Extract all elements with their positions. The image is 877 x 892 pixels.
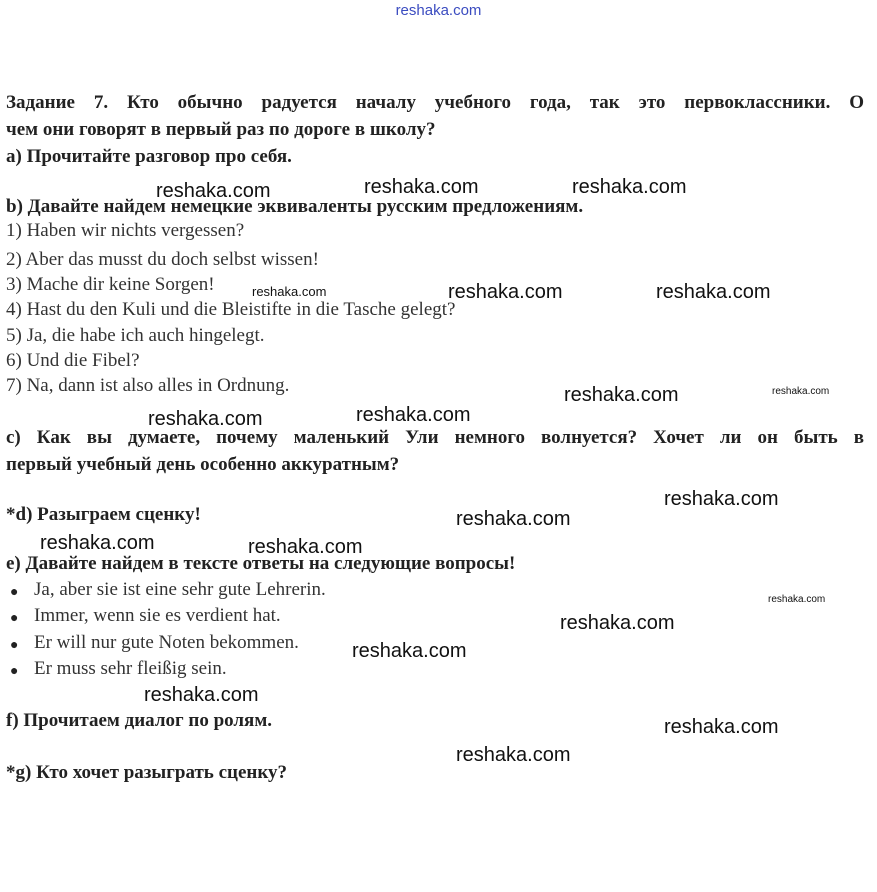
b-item-4: 4) Hast du den Kuli und die Bleistifte in die Tasche gelegt? xyxy=(6,299,456,320)
watermark: reshaka.com xyxy=(352,640,467,662)
task-f: f) Прочитаем диалог по ролям. xyxy=(6,710,273,731)
watermark: reshaka.com xyxy=(560,612,675,634)
bullet-1: ● xyxy=(10,585,19,600)
watermark: reshaka.com xyxy=(248,536,363,558)
watermark: reshaka.com xyxy=(144,684,259,706)
e-item-3: Er will nur gute Noten bekommen. xyxy=(34,632,299,653)
task-e: e) Давайте найдем в тексте ответы на следующие вопросы! xyxy=(6,553,516,574)
task-d: *d) Разыграем сценку! xyxy=(6,504,201,525)
watermark: reshaka.com xyxy=(768,594,826,605)
e-item-1: Ja, aber sie ist eine sehr gute Lehrerin. xyxy=(34,579,326,600)
watermark: reshaka.com xyxy=(572,176,687,198)
watermark: reshaka.com xyxy=(456,508,571,530)
bullet-3: ● xyxy=(10,638,19,653)
b-item-5: 5) Ja, die habe ich auch hingelegt. xyxy=(6,325,265,346)
watermark: reshaka.com xyxy=(364,176,479,198)
watermark: reshaka.com xyxy=(356,404,471,426)
watermark: reshaka.com xyxy=(664,716,779,738)
watermark: reshaka.com xyxy=(772,386,830,397)
task-title-line-2: чем они говорят в первый раз по дороге в школу? xyxy=(6,119,436,140)
watermark: reshaka.com xyxy=(456,744,571,766)
e-item-2: Immer, wenn sie es verdient hat. xyxy=(34,605,281,626)
task-a: a) Прочитайте разговор про себя. xyxy=(6,146,292,167)
site-header-link[interactable]: reshaka.com xyxy=(395,2,482,19)
b-item-1: 1) Haben wir nichts vergessen? xyxy=(6,220,245,241)
task-b: b) Давайте найдем немецкие эквиваленты русским предложениям. xyxy=(6,196,584,217)
watermark: reshaka.com xyxy=(448,281,563,303)
watermark: reshaka.com xyxy=(564,384,679,406)
task-c-line-2: первый учебный день особенно аккуратным? xyxy=(6,454,400,475)
task-g: *g) Кто хочет разыграть сценку? xyxy=(6,762,288,783)
bullet-2: ● xyxy=(10,611,19,626)
watermark: reshaka.com xyxy=(40,532,155,554)
watermark: reshaka.com xyxy=(656,281,771,303)
task-c-line-1: c) Как вы думаете, почему маленький Ули немного волнуется? Хочет ли он быть в xyxy=(6,427,864,448)
b-item-7: 7) Na, dann ist also alles in Ordnung. xyxy=(6,375,290,396)
e-item-4: Er muss sehr fleißig sein. xyxy=(34,658,227,679)
watermark: reshaka.com xyxy=(156,180,271,202)
b-item-2: 2) Aber das musst du doch selbst wissen! xyxy=(6,249,319,270)
bullet-4: ● xyxy=(10,664,19,679)
task-title-line-1: Задание 7. Кто обычно радуется началу учебного года, так это первоклассники. О xyxy=(6,92,864,113)
b-item-3: 3) Mache dir keine Sorgen! xyxy=(6,274,215,295)
watermark: reshaka.com xyxy=(252,284,327,299)
watermark: reshaka.com xyxy=(148,408,263,430)
b-item-6: 6) Und die Fibel? xyxy=(6,350,140,371)
watermark: reshaka.com xyxy=(664,488,779,510)
